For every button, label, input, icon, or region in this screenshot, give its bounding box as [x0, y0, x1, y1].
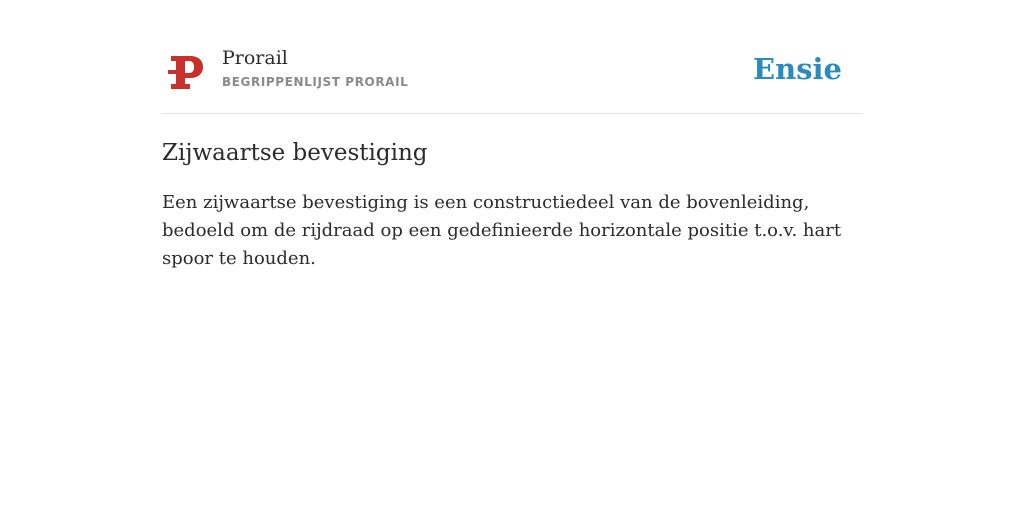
header [162, 44, 862, 114]
org-subtitle: BEGRIPPENLIJST PRORAIL [222, 75, 409, 89]
ensie-brand-link[interactable]: Ensie [753, 52, 842, 86]
org-name[interactable]: Prorail [222, 47, 288, 69]
term-definition: Een zijwaartse bevestiging is een constructiedeel van de bovenleiding, bedoeld om de rijdraad op een gedefinieerde horizontale positie t.o.v. hart spoor te houden. [162, 192, 842, 269]
term-title: Zijwaartse bevestiging [162, 140, 428, 166]
page [162, 0, 862, 273]
prorail-p-logo-icon[interactable] [168, 53, 204, 91]
